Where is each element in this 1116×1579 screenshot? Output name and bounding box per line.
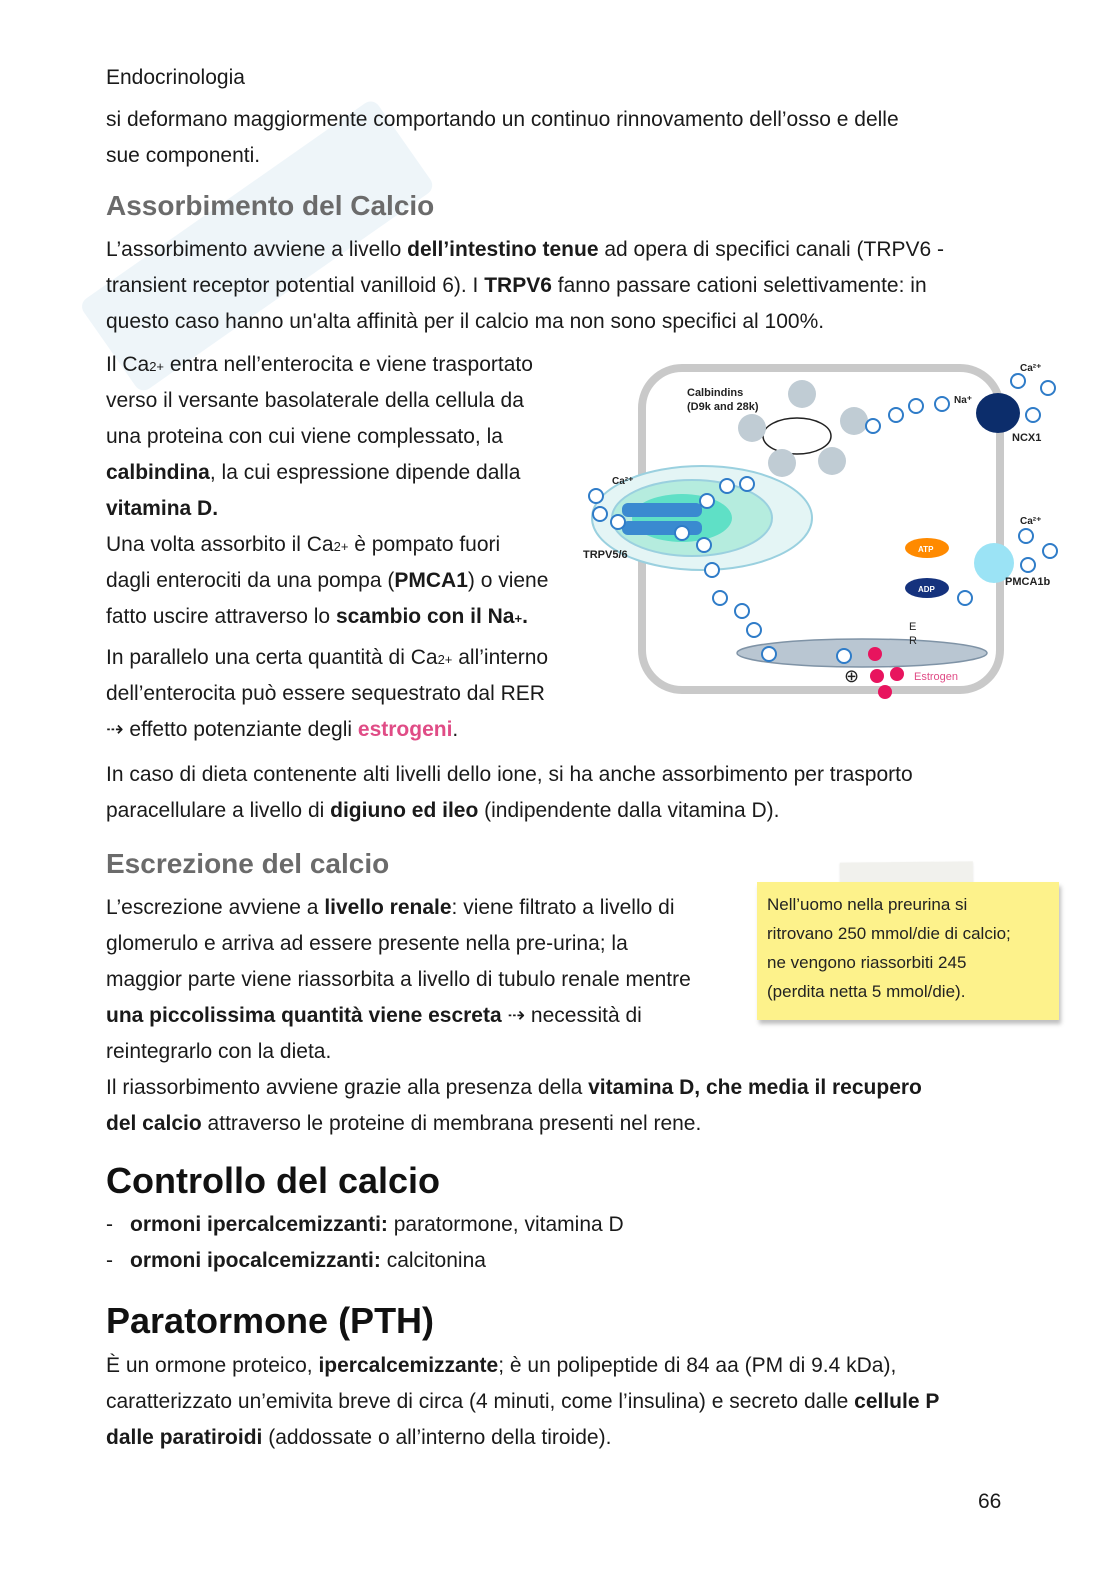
list-item: - ormoni ipercalcemizzanti: paratormone, vitamina D xyxy=(106,1213,624,1236)
section-title-control: Controllo del calcio xyxy=(106,1160,441,1201)
section-title-absorption: Assorbimento del Calcio xyxy=(106,190,435,221)
er-label-e: E xyxy=(909,621,917,633)
ncx1-label: NCX1 xyxy=(1012,432,1042,444)
page-number: 66 xyxy=(978,1490,1002,1513)
calbindin-shape xyxy=(788,380,816,408)
page-header: Endocrinologia xyxy=(106,66,245,89)
intro-paragraph: si deformano maggiormente comportando un continuo rinnovamento dell’osso e delle sue componenti. xyxy=(106,108,899,167)
trpv-label: TRPV5/6 xyxy=(583,549,628,561)
pth-paragraph: È un ormone proteico, ipercalcemizzante; è un polipeptide di 84 aa (PM di 9.4 kDa), caratterizzato un’emivita breve di circa (4 minuti, come l’insulina) e secreto dalle cellule P dalle paratiroidi (addossate o all’interno della tiroide). xyxy=(106,1354,940,1449)
list-item: - ormoni ipocalcemizzanti: calcitonina xyxy=(106,1249,486,1272)
ca-label-basal: Ca²⁺ xyxy=(1020,516,1042,527)
calcium-transport-figure xyxy=(582,358,1072,708)
calbindins-sublabel: (D9k and 28k) xyxy=(687,401,759,413)
trpv-channel xyxy=(622,503,702,517)
sticky-note: Nell’uomo nella preurina si ritrovano 250 mmol/die di calcio; ne vengono riassorbiti 245 (perdita netta 5 mmol/die). xyxy=(757,882,1059,1020)
ca-label-top: Ca²⁺ xyxy=(1020,363,1042,374)
hormone-list xyxy=(106,1207,624,1279)
er-label-r: R xyxy=(909,635,917,647)
pmca-label: PMCA1b xyxy=(1005,576,1051,588)
estrogen-label: Estrogen xyxy=(914,671,959,683)
ca-label-apical: Ca²⁺ xyxy=(612,476,634,487)
adp-label: ADP xyxy=(918,585,935,594)
section-title-pth: Paratormone (PTH) xyxy=(106,1300,435,1341)
plus-symbol: ⊕ xyxy=(844,666,860,686)
excretion-paragraph: L’escrezione avviene a livello renale: viene filtrato a livello di glomerulo e arriva ad essere presente nella pre-urina; la maggior parte viene riassorbita a livello di tubulo renale mentre una piccolissima quantità viene escreta ⇢ necessità di reintegrarlo con la dieta. Il riassorbimento avviene grazie alla presenza della vitamina D, che media il recupero del calcio attraverso le proteine di membrana presenti nel rene. xyxy=(106,896,922,1135)
atp-label: ATP xyxy=(918,545,934,554)
absorption-paragraph-1: L’assorbimento avviene a livello dell’intestino tenue ad opera di specifici canali (TRPV6 - transient receptor potential vanilloid 6). I TRPV6 fanno passare cationi selettivamente: in questo caso hanno un'alta affinità per il calcio ma non sono specifici al 100%. xyxy=(106,238,945,333)
absorption-paragraph-3: In parallelo una certa quantità di $Ca^{2+}$ all’interno dell’enterocita può essere sequestrato dal RER ⇢ effetto potenziante degli estrogeni. xyxy=(106,646,549,741)
section-title-excretion: Escrezione del calcio xyxy=(106,848,390,879)
absorption-paragraph-2: Il $Ca^{2+}$ entra nell’enterocita e viene trasportato verso il versante basolaterale della cellula da una proteina con cui viene complessato, la calbindina, la cui espressione dipende dalla vitamina D. Una volta assorbito il $Ca^{2+}$ è pompato fuori dagli enterociti da una pompa (PMCA1) o viene fatto uscire attraverso lo scambio con il Na+. xyxy=(106,353,549,628)
ncx1-exchanger xyxy=(976,393,1020,433)
absorption-paragraph-4: In caso di dieta contenente alti livelli dello ione, si ha anche assorbimento per trasporto paracellulare a livello di digiuno ed ileo (indipendente dalla vitamina D). xyxy=(106,763,913,822)
calbindins-label: Calbindins xyxy=(687,387,744,399)
na-label: Na⁺ xyxy=(954,395,973,406)
